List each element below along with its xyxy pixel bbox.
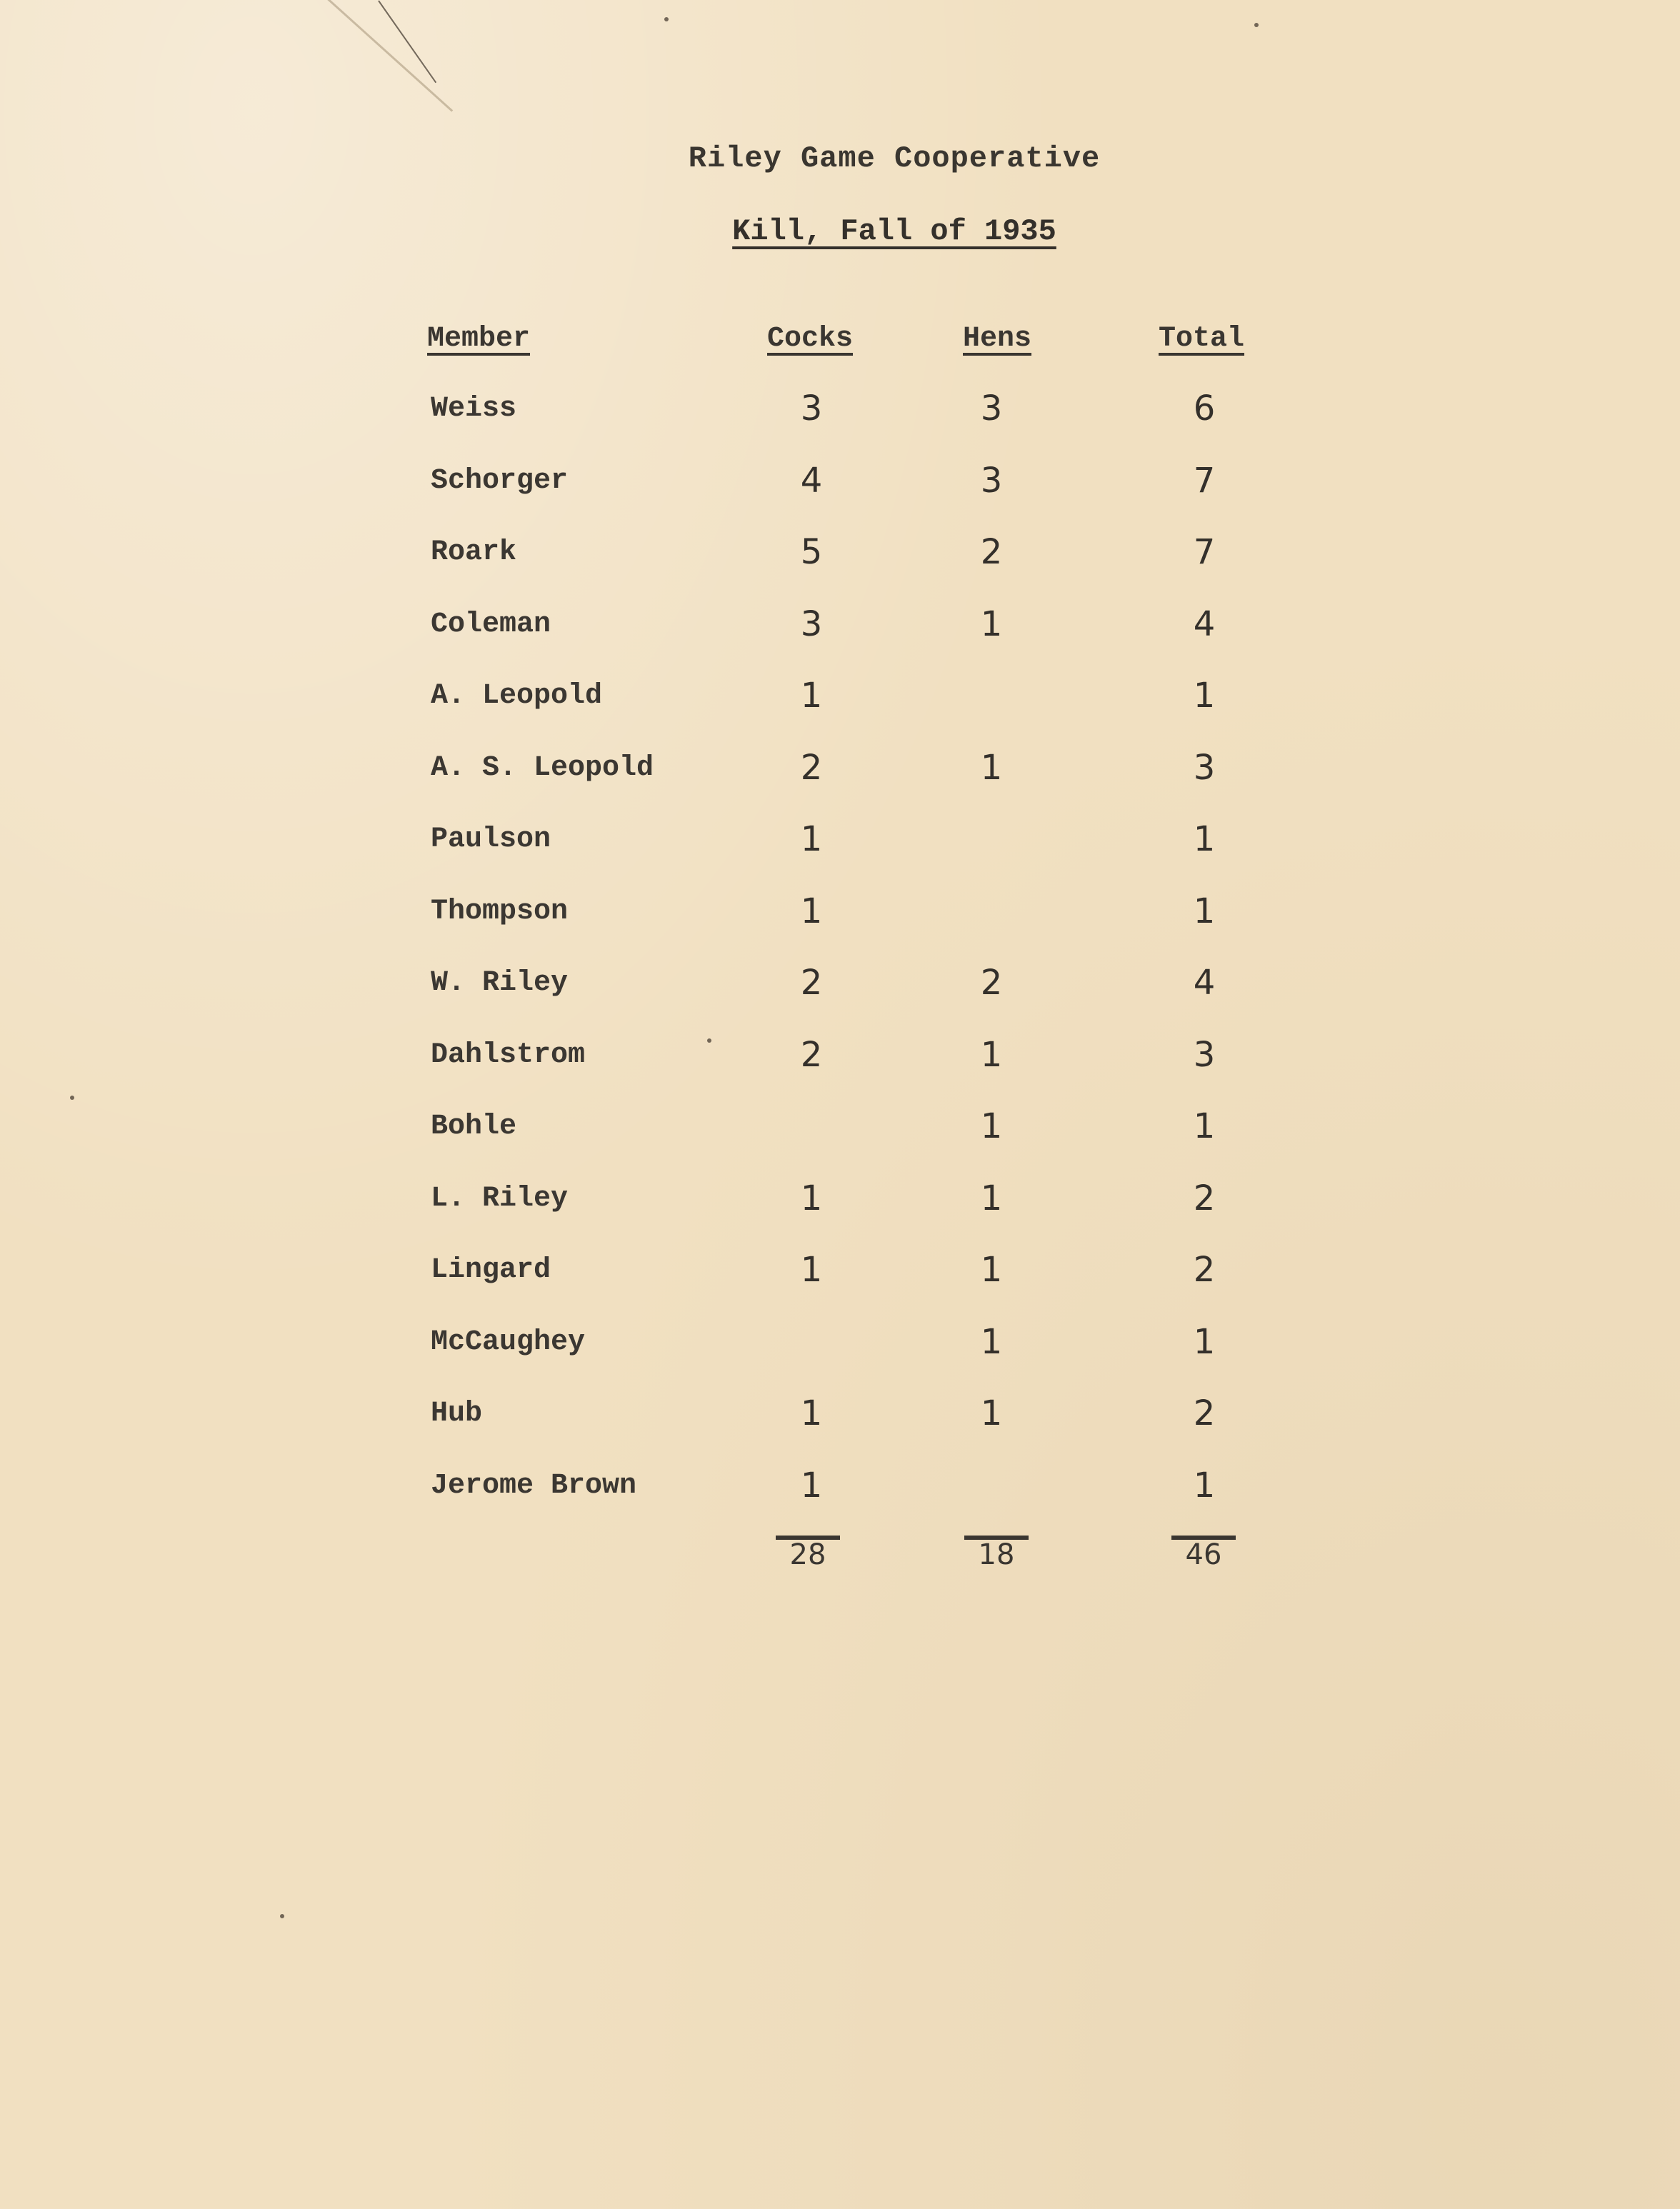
cocks-count: 3 [800,389,823,429]
cocks-count: 1 [800,819,823,859]
hens-count: 1 [980,1393,1003,1433]
hens-count: 1 [980,1321,1003,1362]
total-count: 2 [1193,1250,1216,1290]
table-row [0,747,1680,823]
total-hens: 18 [964,1536,1029,1570]
table-row [0,1106,1680,1182]
hens-count: 3 [980,389,1003,429]
member-name: Lingard [431,1254,551,1286]
total-count: 1 [1193,819,1216,859]
hens-count: 1 [980,1250,1003,1290]
total-count: 4 [1193,963,1216,1003]
hens-count: 1 [980,603,1003,644]
cocks-count: 5 [800,532,823,572]
table-row [0,1393,1680,1469]
member-name: Schorger [431,464,569,497]
total-count: 2 [1193,1178,1216,1218]
total-count: 2 [1193,1393,1216,1433]
member-name: Bohle [431,1111,517,1143]
paper-speck [707,1038,711,1043]
total-count: 3 [1193,1034,1216,1075]
total-count: 1 [1193,676,1216,716]
cocks-count: 1 [800,1465,823,1506]
total-count: 1 [1193,1465,1216,1506]
total-total: 46 [1171,1536,1236,1570]
hens-count: 3 [980,460,1003,501]
member-name: A. Leopold [431,680,603,712]
member-name: Weiss [431,393,517,425]
table-row [0,460,1680,536]
total-count: 3 [1193,747,1216,788]
column-header-cocks: Cocks [767,323,854,355]
member-name: W. Riley [431,967,569,999]
document-title: Riley Game Cooperative [688,141,1101,176]
total-count: 7 [1193,460,1216,501]
table-row [0,1321,1680,1398]
cocks-count: 2 [800,1034,823,1075]
member-name: L. Riley [431,1182,569,1215]
member-name: Dahlstrom [431,1038,586,1071]
member-name: Thompson [431,895,569,928]
document-subtitle [0,214,1680,249]
table-row [0,1178,1680,1254]
cocks-count: 1 [800,1178,823,1218]
table-row [0,963,1680,1038]
cocks-count: 4 [800,460,823,501]
member-name: Coleman [431,608,551,641]
member-name: Roark [431,536,517,568]
cocks-count: 2 [800,963,823,1003]
table-row [0,676,1680,751]
cocks-count: 3 [800,603,823,644]
total-count: 1 [1193,1321,1216,1362]
member-name: Paulson [431,823,551,856]
cocks-count: 1 [800,1393,823,1433]
total-count: 7 [1193,532,1216,572]
subtitle-text: Kill, Fall of 1935 [732,214,1056,249]
table-row [0,1250,1680,1326]
hens-count: 1 [980,1034,1003,1075]
table-row [0,1465,1680,1541]
total-count: 1 [1193,1106,1216,1146]
table-row [0,532,1680,608]
member-name: Jerome Brown [431,1469,637,1502]
paper-crease [314,0,453,112]
cocks-count: 2 [800,747,823,788]
paper-speck [1254,23,1259,27]
column-header-total: Total [1159,323,1245,355]
hens-count: 1 [980,1106,1003,1146]
member-name: Hub [431,1398,483,1430]
hens-count: 1 [980,1178,1003,1218]
hens-count: 1 [980,747,1003,788]
total-count: 4 [1193,603,1216,644]
cocks-count: 1 [800,676,823,716]
cocks-count: 1 [800,891,823,931]
hens-count: 2 [980,963,1003,1003]
paper-speck [280,1914,284,1918]
table-row [0,603,1680,680]
member-name: McCaughey [431,1326,586,1358]
table-row [0,819,1680,895]
total-cocks: 28 [776,1536,840,1570]
paper-speck [70,1096,74,1100]
hens-count: 2 [980,532,1003,572]
table-row [0,1034,1680,1111]
column-header-hens: Hens [963,323,1032,355]
paper-speck [664,17,669,21]
table-row [0,891,1680,967]
cocks-count: 1 [800,1250,823,1290]
member-name: A. S. Leopold [431,751,654,784]
total-count: 6 [1193,389,1216,429]
column-header-member: Member [427,323,531,355]
total-count: 1 [1193,891,1216,931]
table-row [0,389,1680,464]
